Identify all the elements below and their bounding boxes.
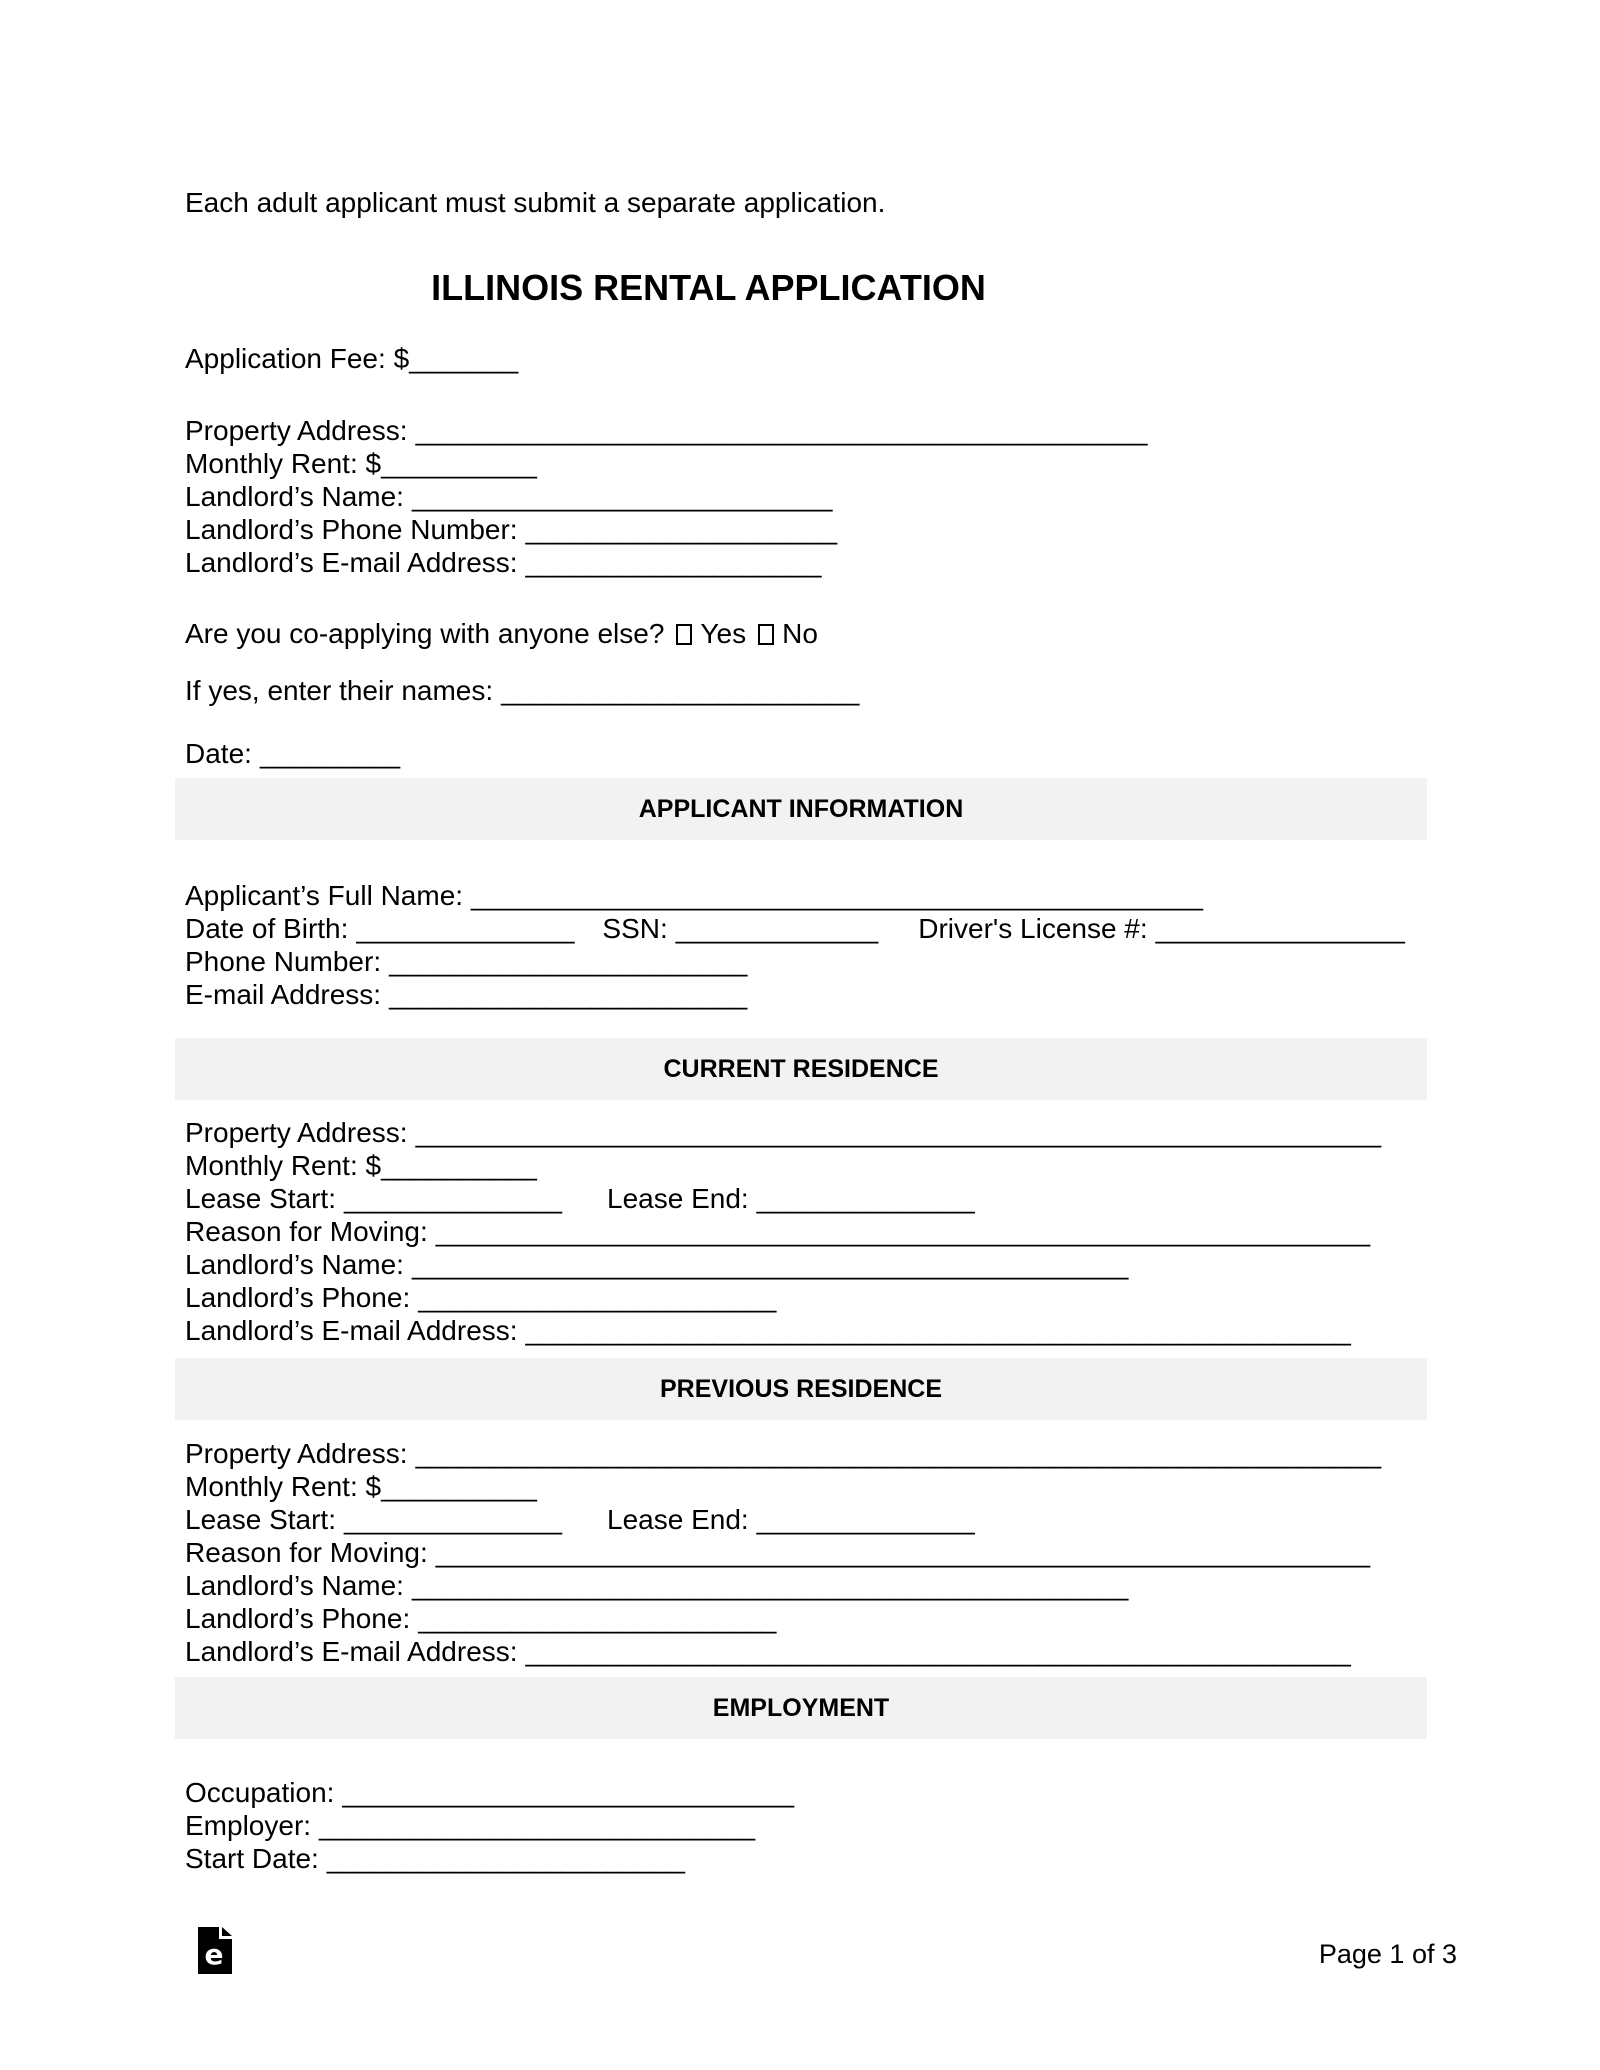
section-header-current-residence: CURRENT RESIDENCE	[175, 1038, 1427, 1100]
monthly-rent-line: __________	[381, 448, 537, 479]
field-previous-monthly-rent	[185, 1470, 1232, 1503]
current-property-address-label: Property Address:	[185, 1117, 408, 1148]
field-application-fee	[185, 342, 1232, 375]
co-applying-question: Are you co-applying with anyone else?	[185, 618, 665, 649]
current-reason-for-moving-label: Reason for Moving:	[185, 1216, 428, 1247]
landlord-phone-number-label: Landlord’s Phone Number:	[185, 514, 518, 545]
ssn-label: SSN:	[602, 913, 668, 944]
property-address-label: Property Address:	[185, 415, 408, 446]
field-previous-landlord-phone	[185, 1602, 1232, 1635]
previous-landlord-phone-label: Landlord’s Phone:	[185, 1603, 411, 1634]
phone-number-label: Phone Number:	[185, 946, 382, 977]
field-previous-lease-dates	[185, 1503, 1232, 1536]
occupation-line: _____________________________	[342, 1777, 795, 1808]
rental-property-group	[185, 414, 1232, 579]
date-label: Date:	[185, 738, 252, 769]
no-checkbox[interactable]	[758, 624, 774, 645]
email-address-label: E-mail Address:	[185, 979, 382, 1010]
previous-landlord-name-line: ______________________________________________	[411, 1570, 1129, 1601]
field-co-applicant-names	[185, 674, 1232, 707]
current-lease-end-line: ______________	[756, 1183, 975, 1214]
current-landlord-email-line: _____________________________________________________	[525, 1315, 1351, 1346]
landlord-name-line: ___________________________	[411, 481, 833, 512]
section-header-applicant-information: APPLICANT INFORMATION	[175, 778, 1427, 840]
field-previous-reason-for-moving	[185, 1536, 1371, 1569]
field-landlord-phone-number	[185, 513, 1232, 546]
field-current-landlord-email	[185, 1314, 1351, 1347]
current-reason-for-moving-line: ____________________________________________________________	[435, 1216, 1371, 1247]
monthly-rent-label: Monthly Rent: $	[185, 448, 382, 479]
landlord-phone-number-line: ____________________	[525, 514, 838, 545]
previous-monthly-rent-label: Monthly Rent: $	[185, 1471, 382, 1502]
employer-line: ____________________________	[319, 1810, 756, 1841]
previous-landlord-phone-line: _______________________	[418, 1603, 777, 1634]
application-fee-label: Application Fee: $	[185, 343, 410, 374]
email-address-line: _______________________	[389, 979, 748, 1010]
no-checkbox-label: No	[782, 618, 818, 649]
current-landlord-name-label: Landlord’s Name:	[185, 1249, 404, 1280]
field-current-monthly-rent	[185, 1149, 1232, 1182]
current-lease-start-label: Lease Start:	[185, 1183, 336, 1214]
yes-checkbox-label: Yes	[700, 618, 747, 649]
current-landlord-email-label: Landlord’s E-mail Address:	[185, 1315, 518, 1346]
date-of-birth-line: ______________	[356, 913, 575, 944]
drivers-license-label: Driver's License #:	[918, 913, 1148, 944]
previous-reason-for-moving-label: Reason for Moving:	[185, 1537, 428, 1568]
previous-lease-start-line: ______________	[343, 1504, 562, 1535]
previous-landlord-email-line: _____________________________________________________	[525, 1636, 1351, 1667]
current-landlord-phone-label: Landlord’s Phone:	[185, 1282, 411, 1313]
co-applicant-names-label: If yes, enter their names:	[185, 675, 494, 706]
employer-label: Employer:	[185, 1810, 312, 1841]
field-date	[185, 737, 1232, 770]
date-of-birth-label: Date of Birth:	[185, 913, 349, 944]
field-previous-property-address	[185, 1437, 1382, 1470]
employment-group	[185, 1776, 1232, 1875]
start-date-label: Start Date:	[185, 1843, 319, 1874]
field-occupation	[185, 1776, 1232, 1809]
field-start-date	[185, 1842, 1232, 1875]
section-header-previous-residence: PREVIOUS RESIDENCE	[175, 1358, 1427, 1420]
ssn-line: _____________	[675, 913, 879, 944]
eforms-document-logo-icon	[198, 1927, 232, 1981]
previous-lease-end-line: ______________	[756, 1504, 975, 1535]
field-email-address	[185, 978, 1232, 1011]
previous-monthly-rent-line: __________	[381, 1471, 537, 1502]
current-landlord-phone-line: _______________________	[418, 1282, 777, 1313]
current-lease-start-line: ______________	[343, 1183, 562, 1214]
field-current-landlord-phone	[185, 1281, 1232, 1314]
drivers-license-line: ________________	[1155, 913, 1405, 944]
applicant-information-group	[185, 879, 1405, 1011]
page-number: Page 1 of 3	[1318, 1939, 1457, 1969]
previous-lease-start-label: Lease Start:	[185, 1504, 336, 1535]
section-header-employment: EMPLOYMENT	[175, 1677, 1427, 1739]
landlord-name-label: Landlord’s Name:	[185, 481, 404, 512]
phone-number-line: _______________________	[389, 946, 748, 977]
current-residence-group	[185, 1116, 1382, 1347]
date-line: _________	[259, 738, 401, 769]
current-monthly-rent-label: Monthly Rent: $	[185, 1150, 382, 1181]
field-previous-landlord-name	[185, 1569, 1232, 1602]
current-property-address-line: ______________________________________________________________	[415, 1117, 1382, 1148]
field-phone-number	[185, 945, 1232, 978]
field-applicant-full-name	[185, 879, 1232, 912]
yes-checkbox[interactable]	[676, 624, 692, 645]
previous-landlord-name-label: Landlord’s Name:	[185, 1570, 404, 1601]
field-previous-landlord-email	[185, 1635, 1351, 1668]
start-date-line: _______________________	[326, 1843, 686, 1874]
field-current-property-address	[185, 1116, 1382, 1149]
property-address-line: _______________________________________________	[415, 415, 1148, 446]
field-property-address	[185, 414, 1232, 447]
intro-note: Each adult applicant must submit a separate application.	[185, 187, 886, 218]
landlord-email-line: ___________________	[525, 547, 822, 578]
previous-lease-end-label: Lease End:	[607, 1504, 749, 1535]
field-monthly-rent	[185, 447, 1232, 480]
applicant-full-name-line: _______________________________________________	[471, 880, 1203, 911]
occupation-label: Occupation:	[185, 1777, 335, 1808]
field-current-landlord-name	[185, 1248, 1232, 1281]
field-current-lease-dates	[185, 1182, 1232, 1215]
previous-landlord-email-label: Landlord’s E-mail Address:	[185, 1636, 518, 1667]
application-fee-line: _______	[409, 343, 519, 374]
field-employer	[185, 1809, 1232, 1842]
page-title: ILLINOIS RENTAL APPLICATION	[431, 267, 986, 308]
field-dob-ssn-license	[185, 912, 1405, 945]
landlord-email-label: Landlord’s E-mail Address:	[185, 547, 518, 578]
co-applying-question-row	[185, 617, 1232, 650]
previous-residence-group	[185, 1437, 1382, 1668]
previous-property-address-line: ______________________________________________________________	[415, 1438, 1382, 1469]
previous-reason-for-moving-line: ____________________________________________________________	[435, 1537, 1371, 1568]
co-applicant-names-line: _______________________	[501, 675, 860, 706]
previous-property-address-label: Property Address:	[185, 1438, 408, 1469]
current-monthly-rent-line: __________	[381, 1150, 537, 1181]
current-lease-end-label: Lease End:	[607, 1183, 749, 1214]
applicant-full-name-label: Applicant’s Full Name:	[185, 880, 464, 911]
field-current-reason-for-moving	[185, 1215, 1371, 1248]
logo-letter: e	[204, 1938, 224, 1971]
current-landlord-name-line: ______________________________________________	[411, 1249, 1129, 1280]
field-landlord-name	[185, 480, 1232, 513]
field-landlord-email	[185, 546, 1232, 579]
